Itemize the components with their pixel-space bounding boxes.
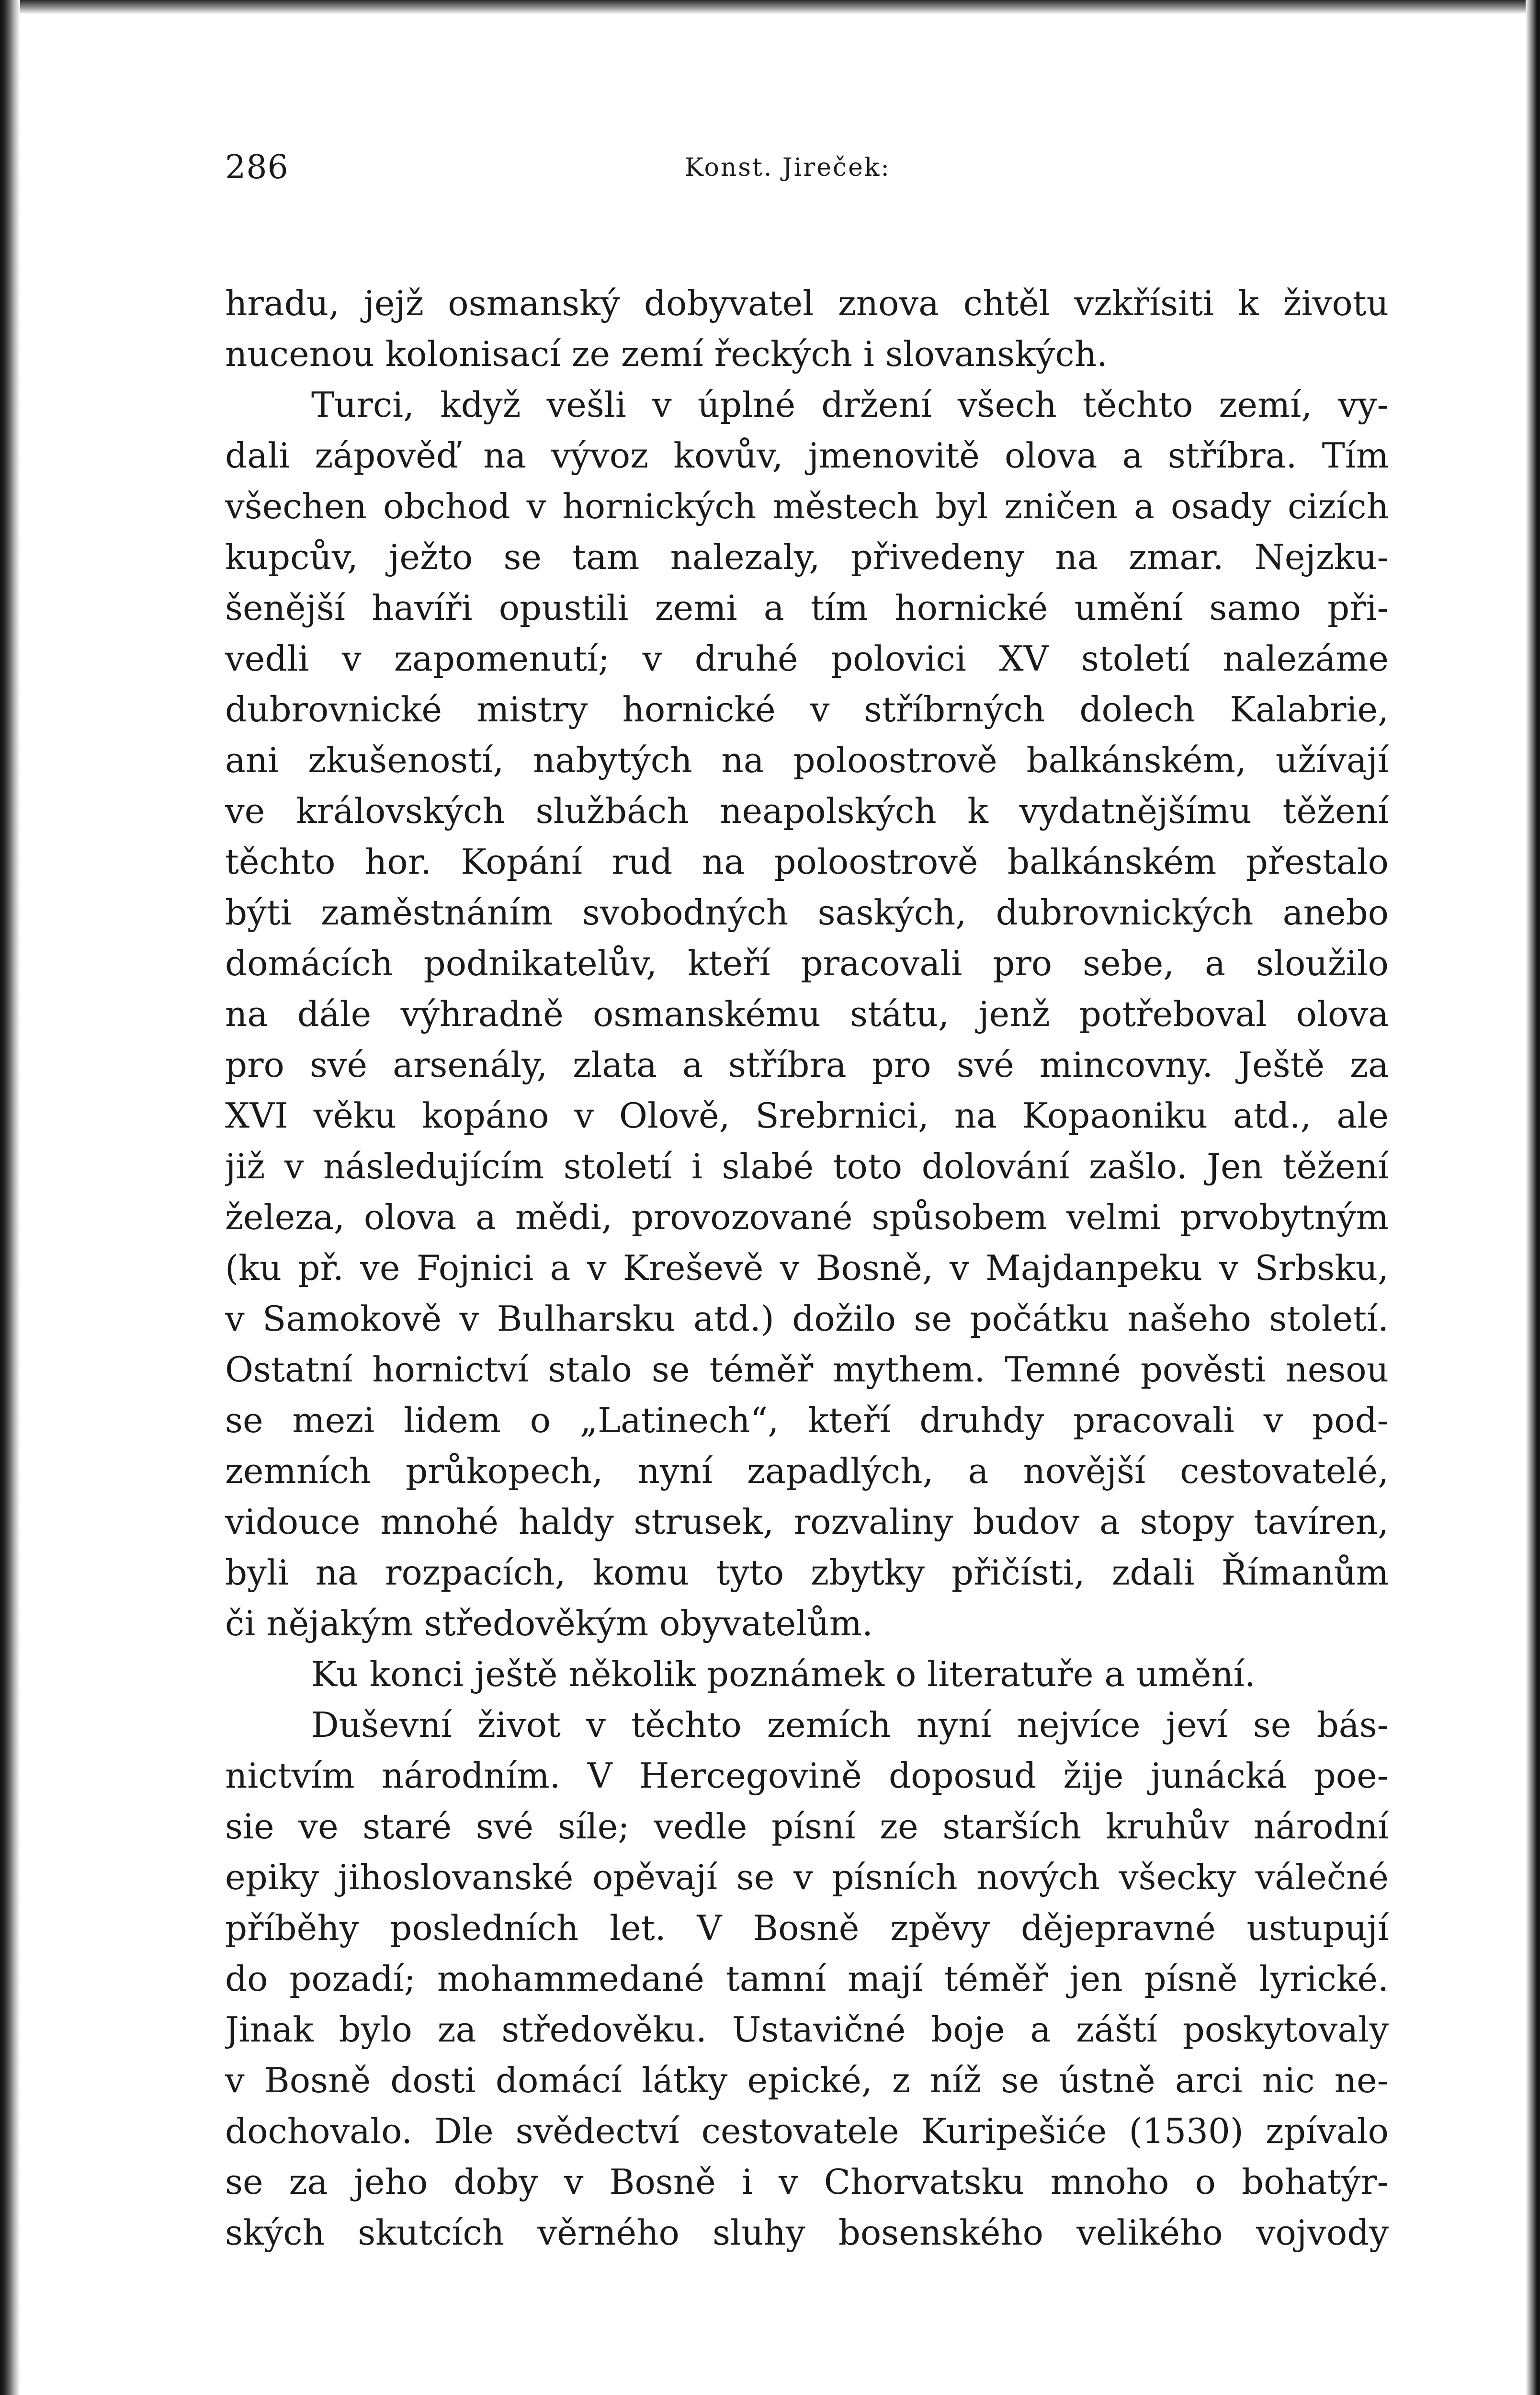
text-line: do pozadí; mohammedané tamní mají téměř jen písně lyrické. [225, 1959, 1389, 1999]
text-line: Ku konci ještě několik poznámek o literatuře a umění. [311, 1654, 1256, 1694]
text-line: se mezi lidem o „Latinech“, kteří druhdy pracovali v pod- [225, 1400, 1389, 1440]
text-line: v Bosně dosti domácí látky epické, z níž se ústně arci nic ne- [225, 2060, 1389, 2100]
text-line: domácích podnikatelův, kteří pracovali pro sebe, a sloužilo [225, 943, 1389, 983]
text-line: sie ve staré své síle; vedle písní ze starších kruhův národní [225, 1806, 1389, 1847]
page-number: 286 [225, 148, 289, 186]
text-line: všechen obchod v hornických městech byl zničen a osady cizích [225, 486, 1389, 526]
text-line: Duševní život v těchto zemích nyní nejvíce jeví se bás- [311, 1705, 1389, 1745]
text-line: Turci, když vešli v úplné držení všech těchto zemí, vy- [311, 385, 1389, 425]
page-header [225, 120, 1389, 196]
body-text [225, 278, 1389, 2258]
text-line: dubrovnické mistry hornické v stříbrných dolech Kalabrie, [225, 689, 1389, 730]
text-line: byli na rozpacích, komu tyto zbytky přičísti, zdali Římanům [225, 1552, 1389, 1593]
text-line: v Samokově v Bulharsku atd.) dožilo se počátku našeho století. [225, 1299, 1389, 1339]
scan-edge-top [0, 0, 1540, 14]
text-line: hradu, jejž osmanský dobyvatel znova chtěl vzkřísiti k životu [225, 283, 1389, 323]
text-line: vidouce mnohé haldy strusek, rozvaliny budov a stopy tavíren, [225, 1502, 1389, 1542]
text-line: Jinak bylo za středověku. Ustavičné boje a záští poskytovaly [225, 2009, 1389, 2050]
text-line: ani zkušeností, nabytých na poloostrově balkánském, užívají [225, 740, 1389, 780]
text-line: se za jeho doby v Bosně i v Chorvatsku mnoho o bohatýr- [225, 2162, 1389, 2202]
text-line: kupcův, ježto se tam nalezaly, přivedeny na zmar. Nejzku- [225, 537, 1389, 577]
text-line: nictvím národním. V Hercegovině doposud žije junácká poe- [225, 1756, 1389, 1796]
text-line: (ku př. ve Fojnici a v Kreševě v Bosně, v Majdanpeku v Srbsku, [225, 1248, 1389, 1288]
book-page [225, 120, 1389, 2258]
text-line: Ostatní hornictví stalo se téměř mythem. Temné pověsti nesou [225, 1349, 1389, 1390]
text-line: epiky jihoslovanské opěvají se v písních nových všecky válečné [225, 1857, 1389, 1897]
text-line: šenější havíři opustili zemi a tím hornické umění samo při- [225, 588, 1389, 628]
text-line: příběhy posledních let. V Bosně zpěvy dějepravné ustupují [225, 1908, 1389, 1948]
text-line: pro své arsenály, zlata a stříbra pro své mincovny. Ještě za [225, 1045, 1389, 1085]
text-line: dochovalo. Dle svědectví cestovatele Kuripešiće (1530) zpívalo [225, 2111, 1389, 2151]
scan-edge-right [1526, 0, 1540, 2395]
text-line: býti zaměstnáním svobodných saských, dubrovnických anebo [225, 892, 1389, 933]
text-line: vedli v zapomenutí; v druhé polovici XV století nalezáme [225, 639, 1389, 679]
text-line: ve královských službách neapolských k vydatnějšímu těžení [225, 791, 1389, 831]
text-line: dali zápověď na vývoz kovův, jmenovitě olova a stříbra. Tím [225, 435, 1389, 476]
text-line: nucenou kolonisací ze zemí řeckých i slovanských. [225, 334, 1108, 374]
text-line: železa, olova a mědi, provozované spůsobem velmi prvobytným [225, 1197, 1389, 1237]
text-line: či nějakým středověkým obyvatelům. [225, 1603, 873, 1643]
text-line: těchto hor. Kopání rud na poloostrově balkánském přestalo [225, 842, 1389, 882]
text-line: na dále výhradně osmanskému státu, jenž potřeboval olova [225, 994, 1389, 1034]
text-line: již v následujícím století i slabé toto dolování zašlo. Jen těžení [225, 1146, 1389, 1186]
text-line: ských skutcích věrného sluhy bosenského velikého vojvody [225, 2213, 1389, 2253]
text-line: zemních průkopech, nyní zapadlých, a novější cestovatelé, [225, 1451, 1389, 1491]
scan-edge-left [0, 0, 20, 2395]
text-line: XVI věku kopáno v Olově, Srebrnici, na Kopaoniku atd., ale [225, 1095, 1389, 1136]
running-head: Konst. Jireček: [685, 153, 891, 182]
